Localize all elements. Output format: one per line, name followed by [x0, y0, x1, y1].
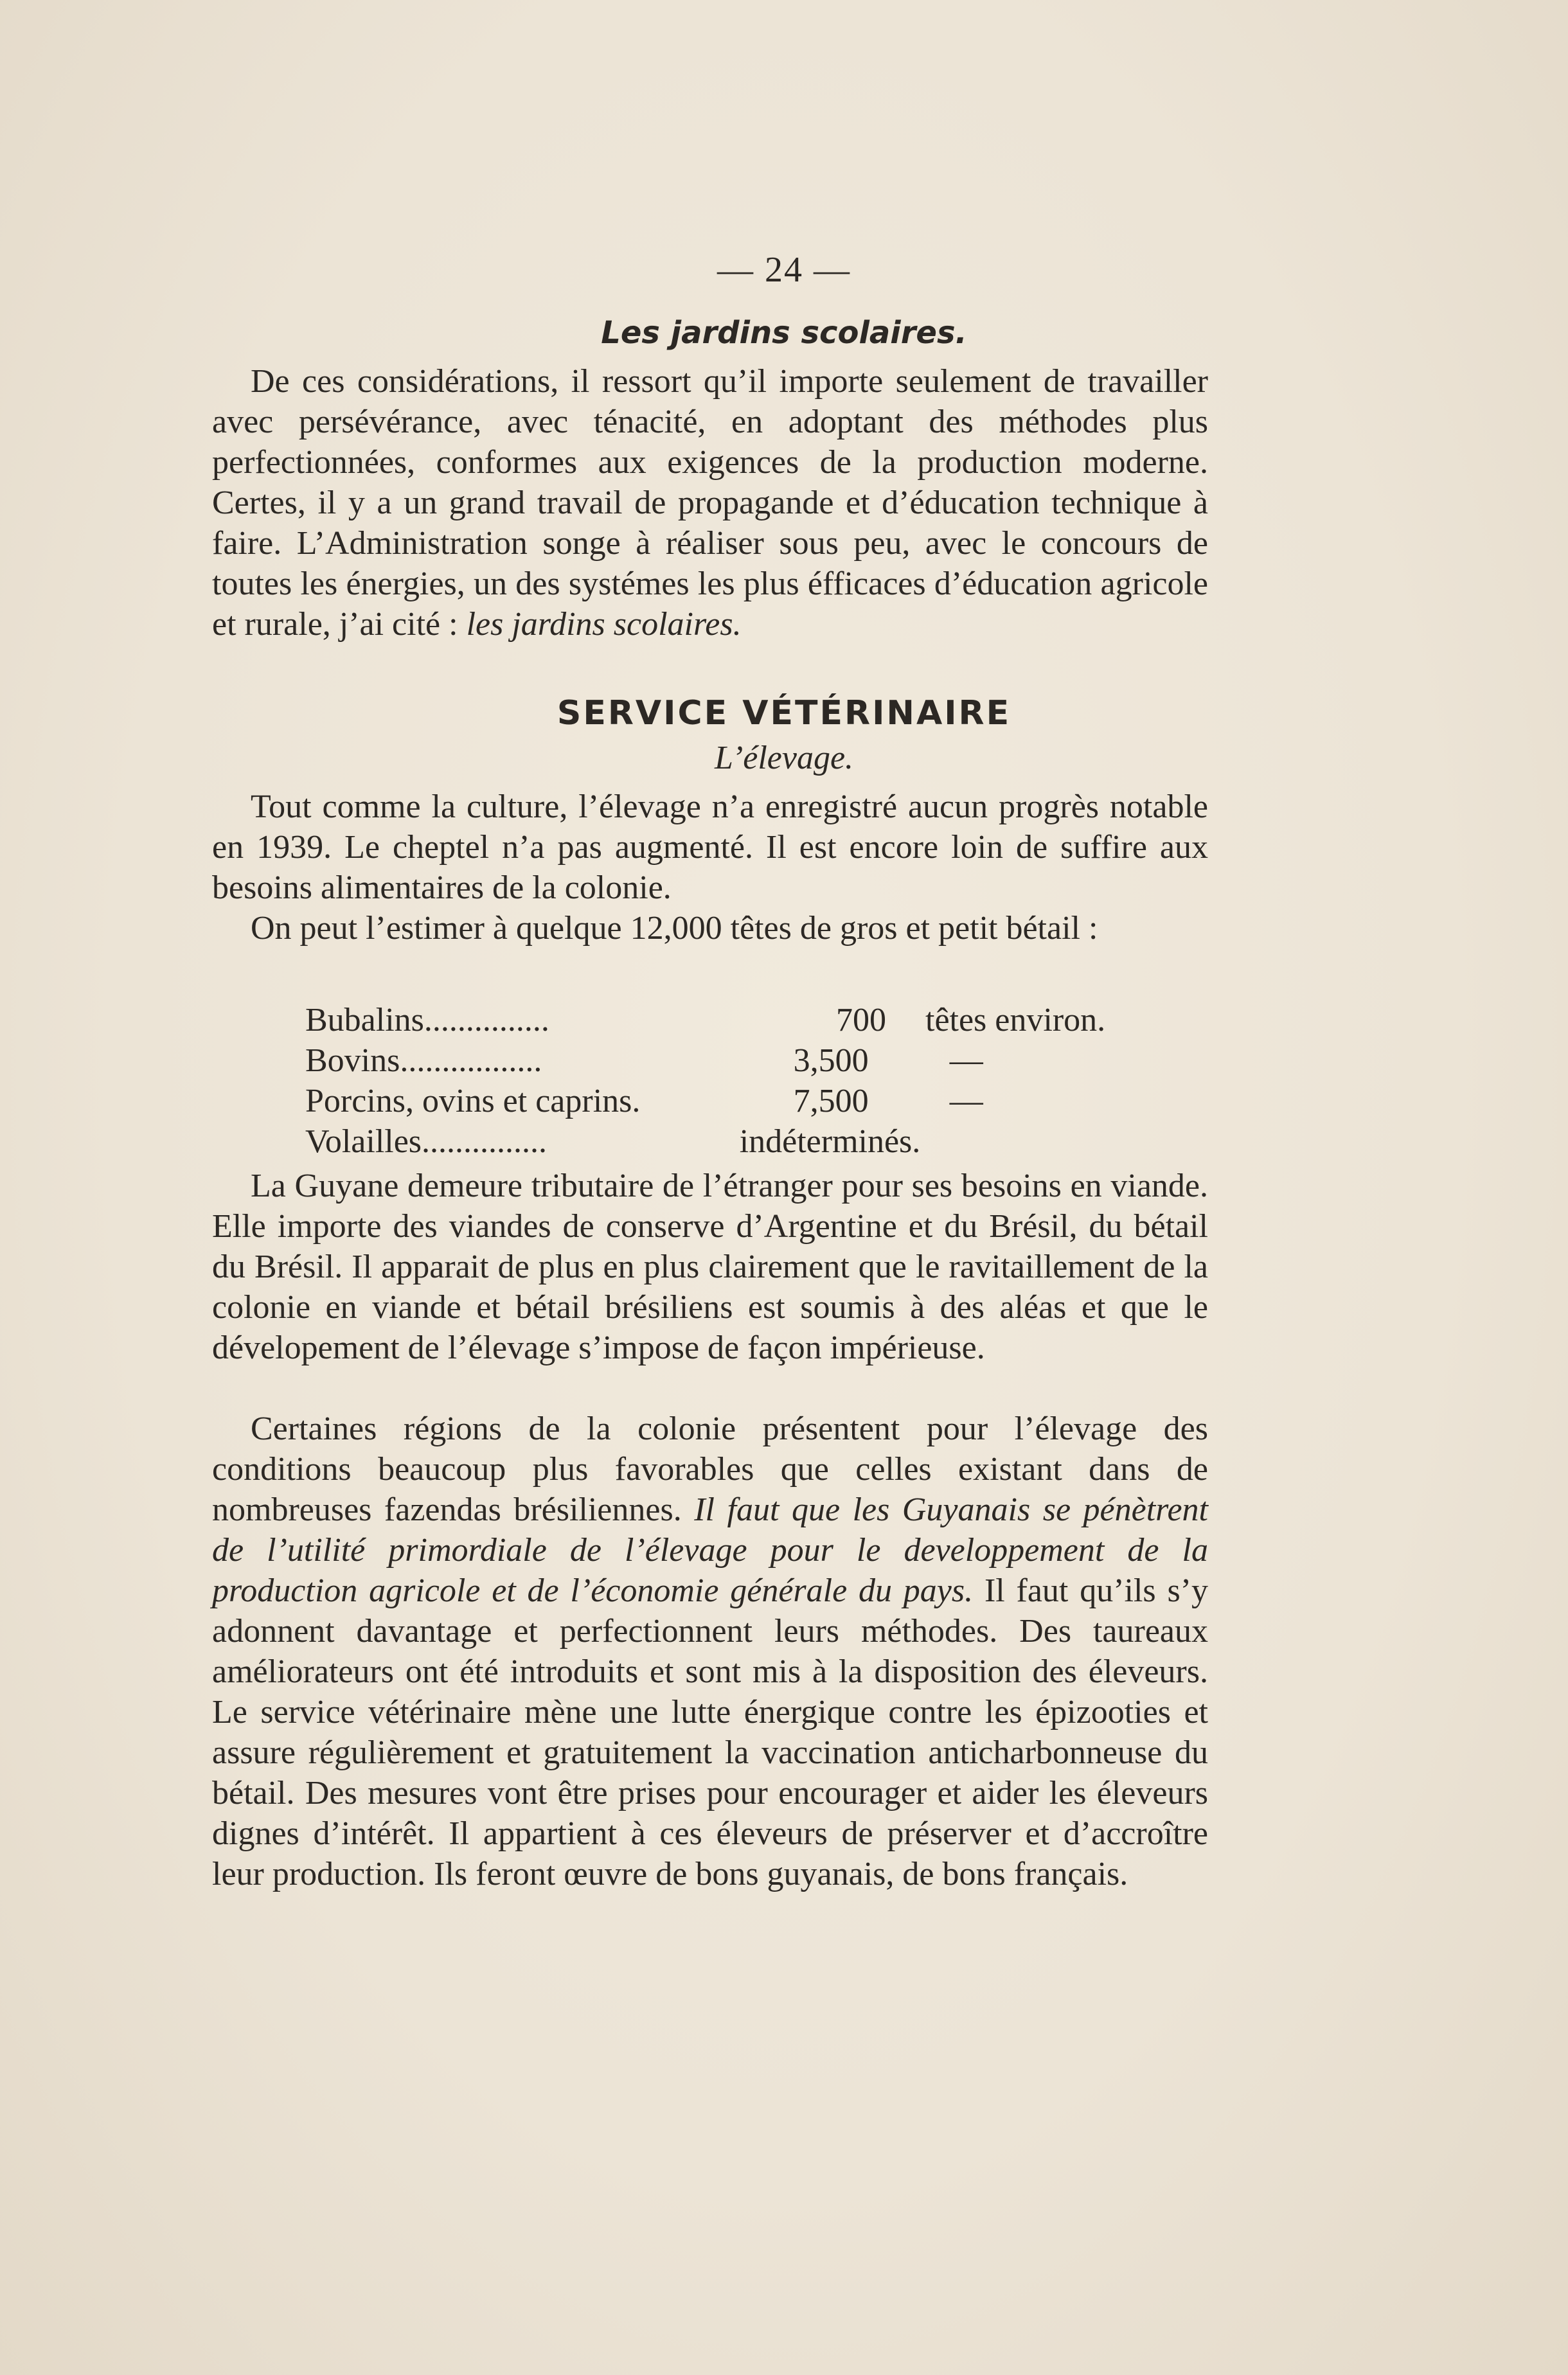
livestock-quantity: 700 [836, 1002, 886, 1038]
paragraph-jardins [212, 361, 1208, 645]
paragraph-jardins-italic: les jardins scolaires. [466, 606, 742, 643]
paragraph-jardins-text: De ces considérations, il ressort qu’il importe seulement de travailler avec persévérance, avec ténacité, en adoptant des méthodes plus perfectionnées, conformes aux exigences de la production moderne. Certes, il y a un grand travail de propagande et d’éducation technique à faire. L’Administration songe à réaliser sous peu, avec le concours de toutes les énergies, un des systémes les plus éfficaces d’éducation agricole et rurale, j’ai cité : [212, 363, 1208, 643]
livestock-quantity: 7,500 [793, 1083, 869, 1119]
livestock-row [305, 1081, 1205, 1121]
livestock-name: Porcins, ovins et caprins. [305, 1083, 641, 1119]
livestock-name: Bovins................. [305, 1042, 542, 1079]
paragraph-elevage-3-text: La Guyane demeure tributaire de l’étranger pour ses besoins en viande. Elle importe des viandes de conserve d’Argentine et du Brésil, du bétail du Brésil. Il apparait de plus en plus clairement que le ravitaillement de la colonie en viande et bétail brésiliens est soumis à des aléas et que le dévelopement de l’élevage s’impose de façon impérieuse. [212, 1168, 1208, 1366]
livestock-unit [967, 1121, 1205, 1162]
section-title-service-veterinaire: SERVICE VÉTÉRINAIRE [557, 694, 1011, 733]
paragraph-elevage-2-text: On peut l’estimer à quelque 12,000 têtes de gros et petit bétail : [251, 910, 1098, 947]
livestock-name: Volailles............... [305, 1123, 548, 1160]
livestock-unit: — [949, 1042, 983, 1079]
livestock-unit: têtes environ. [925, 1002, 1106, 1038]
livestock-row [305, 1040, 1205, 1081]
subsection-title-elevage: L’élevage. [714, 740, 854, 776]
section-title-jardins: Les jardins scolaires. [601, 315, 967, 351]
livestock-quantity: indéterminés. [739, 1123, 921, 1160]
paragraph-elevage-3 [212, 1166, 1208, 1368]
page-number: — 24 — [717, 250, 851, 290]
paragraph-elevage-4-start: Certaines régions de la colonie présentent pour l’élevage des conditions beaucoup plus favorables que celles existant dans de nombreuses fazendas brésiliennes. [212, 1410, 1208, 1528]
livestock-name: Bubalins............... [305, 1002, 549, 1038]
livestock-row [305, 1000, 1205, 1040]
livestock-unit: — [949, 1083, 983, 1119]
livestock-list [305, 1000, 1205, 1162]
livestock-quantity: 3,500 [793, 1042, 869, 1079]
paragraph-elevage-4-end: Il faut qu’ils s’y adonnent davantage et perfectionnent leurs méthodes. Des taureaux améliorateurs ont été introduits et sont mis à la disposition des éleveurs. Le service vétérinaire mène une lutte énergique contre les épizooties et assure régulièrement et gratuitement la vaccination anticharbonneuse du bétail. Des mesures vont être prises pour encourager et aider les éleveurs dignes d’intérêt. Il appartient à ces éleveurs de préserver et d’accroître leur production. Ils feront œuvre de bons guyanais, de bons français. [212, 1572, 1209, 1892]
livestock-row [305, 1121, 1205, 1162]
paragraph-elevage-1 [212, 787, 1208, 948]
paragraph-elevage-1-text: Tout comme la culture, l’élevage n’a enregistré aucun progrès notable en 1939. Le cheptel n’a pas augmenté. Il est encore loin de suffire aux besoins alimentaires de la colonie. [212, 788, 1208, 906]
paragraph-elevage-4 [212, 1409, 1208, 1894]
paragraph-elevage-4-italic: Il faut que les Guyanais se pénètrent de l’utilité primordiale de l’élevage pour le developpement de la production agricole et de l’économie générale du pays. [212, 1491, 1208, 1609]
